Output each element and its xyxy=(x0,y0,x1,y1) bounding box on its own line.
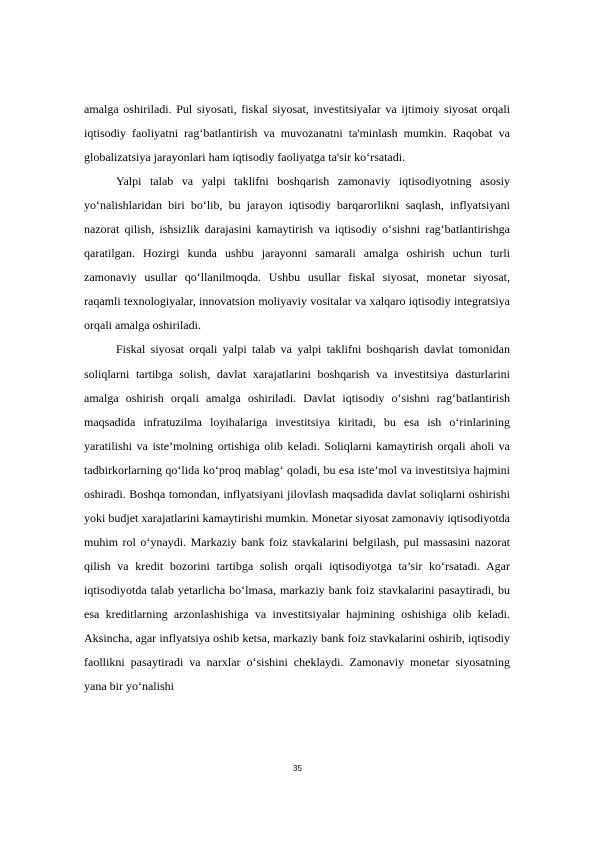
paragraph: amalga oshiriladi. Pul siyosati, fiskal siyosat, investitsiyalar va ijtimoiy siyosat orqali iqtisodiy faoliyatni rag‘batlantirish va muvozanatni ta'minlash mumkin. Raqobat va globalizatsiya jarayonlari ham iqtisodiy faoliyatga ta'sir ko‘rsatadi. xyxy=(84,102,510,165)
paragraph: Yalpi talab va yalpi taklifni boshqarish zamonaviy iqtisodiyotning asosiy yo‘nalishlaridan biri bo‘lib, bu jarayon iqtisodiy barqarorlikni saqlash, inflyatsiyani nazorat qilish, ishsizlik darajasini kamaytirish va iqtisodiy o‘sishni rag‘batlantirishga qaratilgan. Hozirgi kunda ushbu jarayonni samarali amalga oshirish uchun turli zamonaviy usullar qo‘llanilmoqda. Ushbu usullar fiskal siyosat, monetar siyosat, raqamli texnologiyalar, innovatsion moliyaviy vositalar va xalqaro iqtisodiy integratsiya orqali amalga oshiriladi. xyxy=(84,174,510,333)
body-text xyxy=(84,97,510,698)
page-number: 35 xyxy=(293,764,302,773)
paragraph: Fiskal siyosat orqali yalpi talab va yalpi taklifni boshqarish davlat tomonidan soliqlarni tartibga solish, davlat xarajatlarini boshqarish va investitsiya dasturlarini amalga oshirish orqali amalga oshiriladi. Davlat iqtisodiy o‘sishni rag‘batlantirish maqsadida infratuzilma loyihalariga investitsiya kiritadi, bu esa ish o‘rinlarining yaratilishi va iste’molning ortishiga olib keladi. Soliqlarni kamaytirish orqali aholi va tadbirkorlarning qo‘lida ko‘proq mablag‘ qoladi, bu esa iste’mol va investitsiya hajmini oshiradi. Boshqa tomondan, inflyatsiyani jilovlash maqsadida davlat soliqlarni oshirishi yoki budjet xarajatlarini kamaytirishi mumkin. Monetar siyosat zamonaviy iqtisodiyotda muhim rol o‘ynaydi. Markaziy bank foiz stavkalarini belgilash, pul massasini nazorat qilish va kredit bozorini tartibga solish orqali iqtisodiyotga ta’sir ko‘rsatadi. Agar iqtisodiyotda talab yetarlicha bo‘lmasa, markaziy bank foiz stavkalarini pasaytiradi, bu esa kreditlarning arzonlashishiga va investitsiyalar hajmining oshishiga olib keladi. Aksincha, agar inflyatsiya oshib ketsa, markaziy bank foiz stavkalarini oshirib, iqtisodiy faollikni pasaytiradi va narxlar o‘sishini cheklaydi. Zamonaviy monetar siyosatning yana bir yo‘nalishi xyxy=(84,342,510,694)
